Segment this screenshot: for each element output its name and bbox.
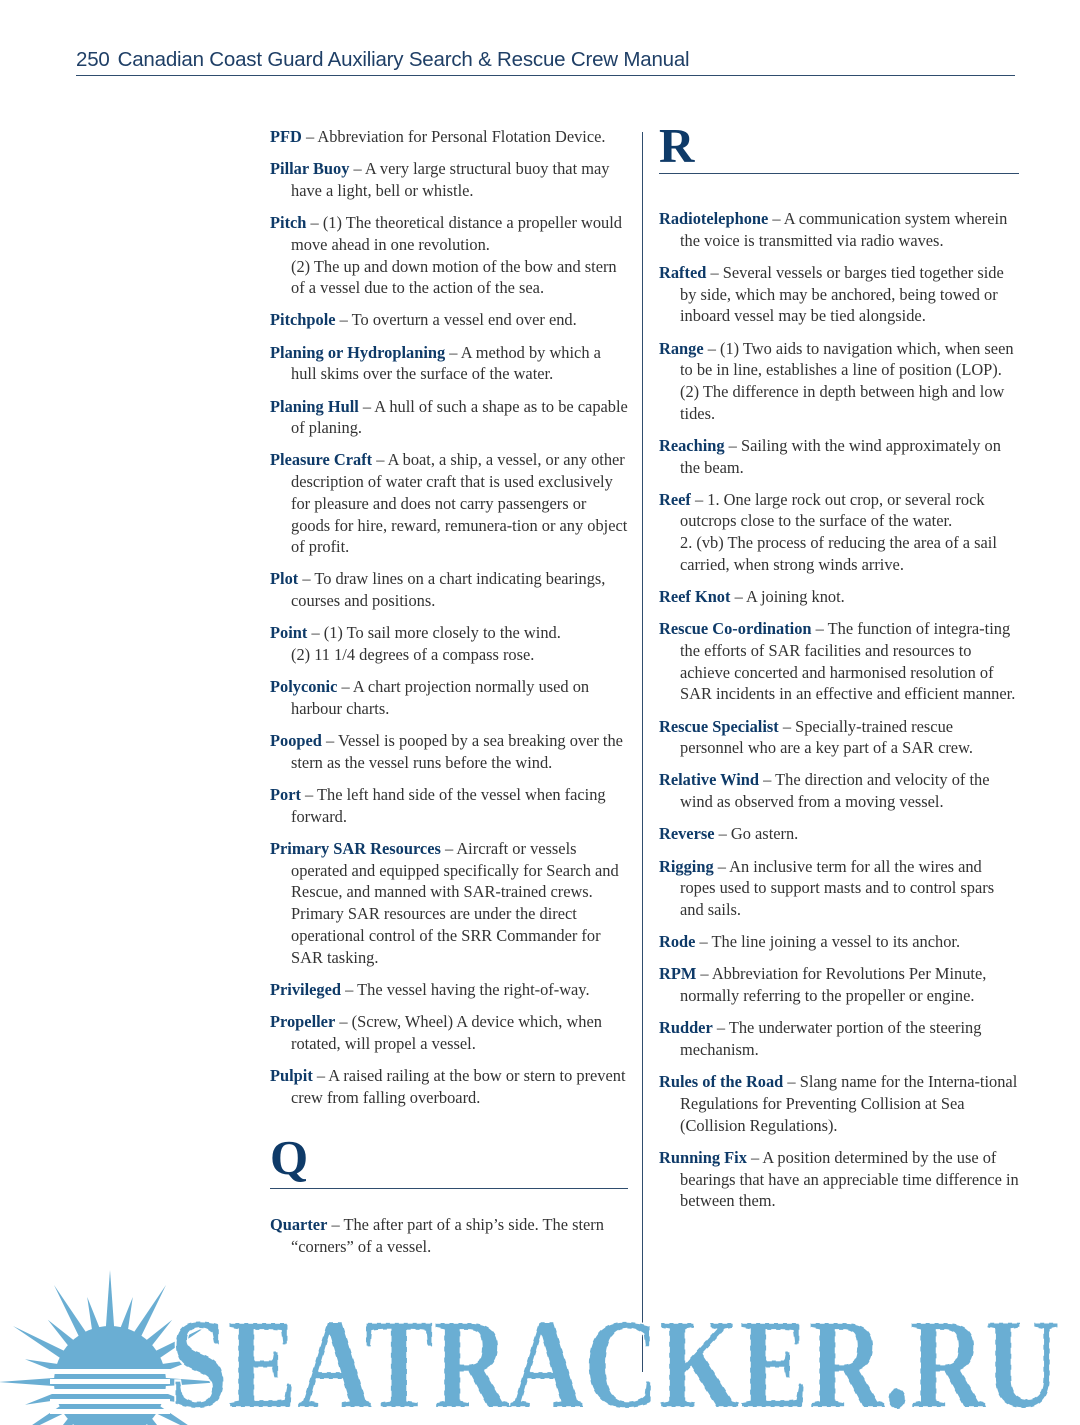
- glossary-entry: [270, 126, 628, 148]
- glossary-definition: – The left hand side of the vessel when facing forward.: [291, 785, 606, 826]
- glossary-term: Running Fix: [659, 1147, 747, 1167]
- glossary-entry: [659, 823, 1019, 845]
- glossary-entry: [270, 396, 628, 439]
- glossary-entry: [270, 1214, 628, 1257]
- glossary-definition: – A position determined by the use of bearings that have an appreciable time difference in between them.: [680, 1147, 1019, 1211]
- glossary-definition: – The vessel having the right-of-way.: [341, 979, 590, 999]
- glossary-term: Port: [270, 785, 301, 805]
- glossary-term: Pleasure Craft: [270, 450, 373, 470]
- glossary-term: Rode: [659, 932, 696, 952]
- glossary-term: Reaching: [659, 435, 725, 455]
- glossary-entry: [659, 931, 1019, 953]
- glossary-definition: – Abbreviation for Personal Flotation Device.: [301, 127, 606, 146]
- glossary-term: Rescue Co-ordination: [659, 619, 812, 639]
- glossary-term: Privileged: [270, 979, 342, 999]
- glossary-definition: – (1) To sail more closely to the wind.: [307, 623, 561, 643]
- section-heading-r: R: [659, 120, 1019, 174]
- sun-ray: [106, 1270, 115, 1332]
- glossary-definition: – The after part of a ship’s side. The stern “corners” of a vessel.: [291, 1215, 604, 1256]
- glossary-entry: [270, 784, 628, 827]
- glossary-entry: [659, 618, 1019, 705]
- watermark-text-stitch: SEATRACKER.RU: [170, 1293, 1060, 1425]
- glossary-term: Rescue Specialist: [659, 716, 779, 736]
- glossary-term: Reef Knot: [659, 587, 731, 607]
- book-title: Canadian Coast Guard Auxiliary Search & Rescue Crew Manual: [117, 48, 690, 71]
- glossary-entry: [270, 568, 628, 611]
- glossary-entry: [270, 979, 628, 1001]
- glossary-definition: – Abbreviation for Revolutions Per Minute, normally referring to the propeller or engine.: [680, 964, 987, 1006]
- glossary-entry: [659, 963, 1019, 1006]
- glossary-definition: – To draw lines on a chart indicating bearings, courses and positions.: [291, 569, 606, 611]
- glossary-term: Pillar Buoy: [270, 159, 350, 179]
- glossary-definition: – A hull of such a shape as to be capable of planing.: [291, 396, 628, 438]
- glossary-term: Range: [659, 338, 704, 358]
- glossary-term: Pooped: [270, 731, 322, 751]
- glossary-definition: – The function of integra-ting the efforts of SAR facilities and resources to achieve concerted and harmonised resolution of SAR incidents in an effective and efficient manner.: [680, 619, 1016, 704]
- glossary-definition: – Vessel is pooped by a sea breaking over the stern as the vessel runs before the wind.: [291, 731, 623, 772]
- glossary-term: Point: [270, 623, 308, 643]
- glossary-term: Pitch: [270, 213, 307, 233]
- glossary-entry: [270, 449, 628, 558]
- glossary-definition: – (1) The theoretical distance a propeller would move ahead in one revolution.: [291, 213, 622, 254]
- glossary-definition: – Sailing with the wind approximately on the beam.: [680, 435, 1001, 477]
- glossary-entry: [659, 769, 1019, 812]
- glossary-definition: – Go astern.: [714, 824, 799, 844]
- glossary-entry: [270, 622, 628, 665]
- glossary-definition: – Several vessels or barges tied together side by side, which may be anchored, being towed or inboard vessel may be tied alongside.: [680, 262, 1004, 326]
- glossary-term: Radiotelephone: [659, 209, 769, 228]
- page-number: 250: [76, 48, 110, 71]
- glossary-definition: – The line joining a vessel to its anchor.: [695, 932, 961, 952]
- glossary-entry: [270, 1011, 628, 1054]
- glossary-term: Pulpit: [270, 1065, 313, 1085]
- glossary-definition: – Slang name for the Interna-tional Regulations for Preventing Collision at Sea (Collision Regulations).: [680, 1072, 1018, 1135]
- glossary-entry: [659, 716, 1019, 759]
- glossary-definition: – A boat, a ship, a vessel, or any other description of water craft that is used exclusively for pleasure and does not carry passengers or goods for hire, reward, remunera-tion or any object of profit.: [291, 450, 628, 557]
- section-heading-q: Q: [270, 1132, 628, 1189]
- watermark-text: SEATRACKER.RU: [170, 1293, 1060, 1425]
- glossary-definition: – An inclusive term for all the wires and ropes used to support masts and to control spars and sails.: [680, 856, 995, 919]
- glossary-entry: [659, 489, 1019, 576]
- watermark: [0, 1262, 1080, 1425]
- glossary-definition: – Specially-trained rescue personnel who are a key part of a SAR crew.: [680, 716, 973, 758]
- glossary-term: PFD: [270, 127, 302, 146]
- glossary-definition: – A raised railing at the bow or stern to prevent crew from falling overboard.: [291, 1065, 626, 1107]
- glossary-term: Reef: [659, 489, 691, 509]
- glossary-definition: – (1) Two aids to navigation which, when seen to be in line, establishes a line of position (LOP). (2) The difference in depth between high and low tides.: [680, 338, 1014, 423]
- glossary-term: Quarter: [270, 1215, 328, 1235]
- glossary-term: Rudder: [659, 1018, 713, 1038]
- glossary-entry: [659, 1071, 1019, 1136]
- glossary-entry: [270, 1065, 628, 1108]
- glossary-entry: [270, 342, 628, 385]
- glossary-entry: [270, 838, 628, 968]
- glossary-term: Reverse: [659, 824, 715, 844]
- glossary-definition: – A very large structural buoy that may have a light, bell or whistle.: [291, 159, 610, 200]
- glossary-entry: [659, 1147, 1019, 1212]
- glossary-definition: – (Screw, Wheel) A device which, when rotated, will propel a vessel.: [291, 1011, 602, 1053]
- glossary-entry: [659, 208, 1019, 251]
- glossary-term: Plot: [270, 569, 299, 589]
- glossary-definition: – The direction and velocity of the wind as observed from a moving vessel.: [680, 770, 990, 812]
- glossary-definition: – To overturn a vessel end over end.: [335, 310, 577, 330]
- glossary-term: Planing Hull: [270, 396, 359, 416]
- glossary-entry: [270, 309, 628, 331]
- glossary-term: Pitchpole: [270, 310, 336, 330]
- right-column: [659, 118, 1019, 1222]
- running-header: [76, 48, 1015, 76]
- glossary-entry: [270, 676, 628, 719]
- glossary-entry: [659, 856, 1019, 921]
- glossary-entry: [659, 1017, 1019, 1060]
- glossary-term: Planing or Hydroplaning: [270, 342, 446, 362]
- glossary-entry: [659, 586, 1019, 608]
- glossary-entry: [270, 730, 628, 773]
- glossary-term: Propeller: [270, 1011, 336, 1031]
- glossary-definition: – A method by which a hull skims over the surface of the water.: [291, 342, 601, 384]
- glossary-definition-part-2: 2. (vb) The process of reducing the area of a sail carried, when strong winds arrive.: [680, 533, 997, 574]
- glossary-definition-part-2: (2) The up and down motion of the bow and stern of a vessel due to the action of the sea.: [291, 256, 617, 298]
- glossary-definition: – 1. One large rock out crop, or several rock outcrops close to the surface of the water.: [680, 489, 985, 531]
- glossary-definition: – A joining knot.: [730, 587, 845, 607]
- glossary-term: Rigging: [659, 856, 714, 876]
- left-column: [270, 126, 628, 1268]
- glossary-definition: – A communication system wherein the voice is transmitted via radio waves.: [680, 209, 1008, 250]
- glossary-definition: – Aircraft or vessels operated and equipped specifically for Search and Rescue, and manned with SAR-trained crews. Primary SAR resources are under the direct operational control of the SRR Commander for SAR tasking.: [291, 838, 619, 967]
- glossary-term: Rafted: [659, 262, 707, 282]
- glossary-definition: – A chart projection normally used on harbour charts.: [291, 677, 590, 718]
- column-divider: [642, 132, 643, 1372]
- glossary-entry: [659, 435, 1019, 478]
- glossary-definition-part-2: (2) 11 1/4 degrees of a compass rose.: [291, 645, 535, 665]
- glossary-entry: [659, 338, 1019, 425]
- glossary-term: Primary SAR Resources: [270, 838, 441, 858]
- glossary-entry: [270, 158, 628, 201]
- glossary-definition: – The underwater portion of the steering mechanism.: [680, 1018, 982, 1059]
- glossary-term: Polyconic: [270, 677, 338, 697]
- glossary-term: RPM: [659, 964, 697, 984]
- glossary-entry: [270, 212, 628, 299]
- glossary-entry: [659, 262, 1019, 327]
- glossary-term: Relative Wind: [659, 770, 760, 790]
- glossary-term: Rules of the Road: [659, 1072, 784, 1092]
